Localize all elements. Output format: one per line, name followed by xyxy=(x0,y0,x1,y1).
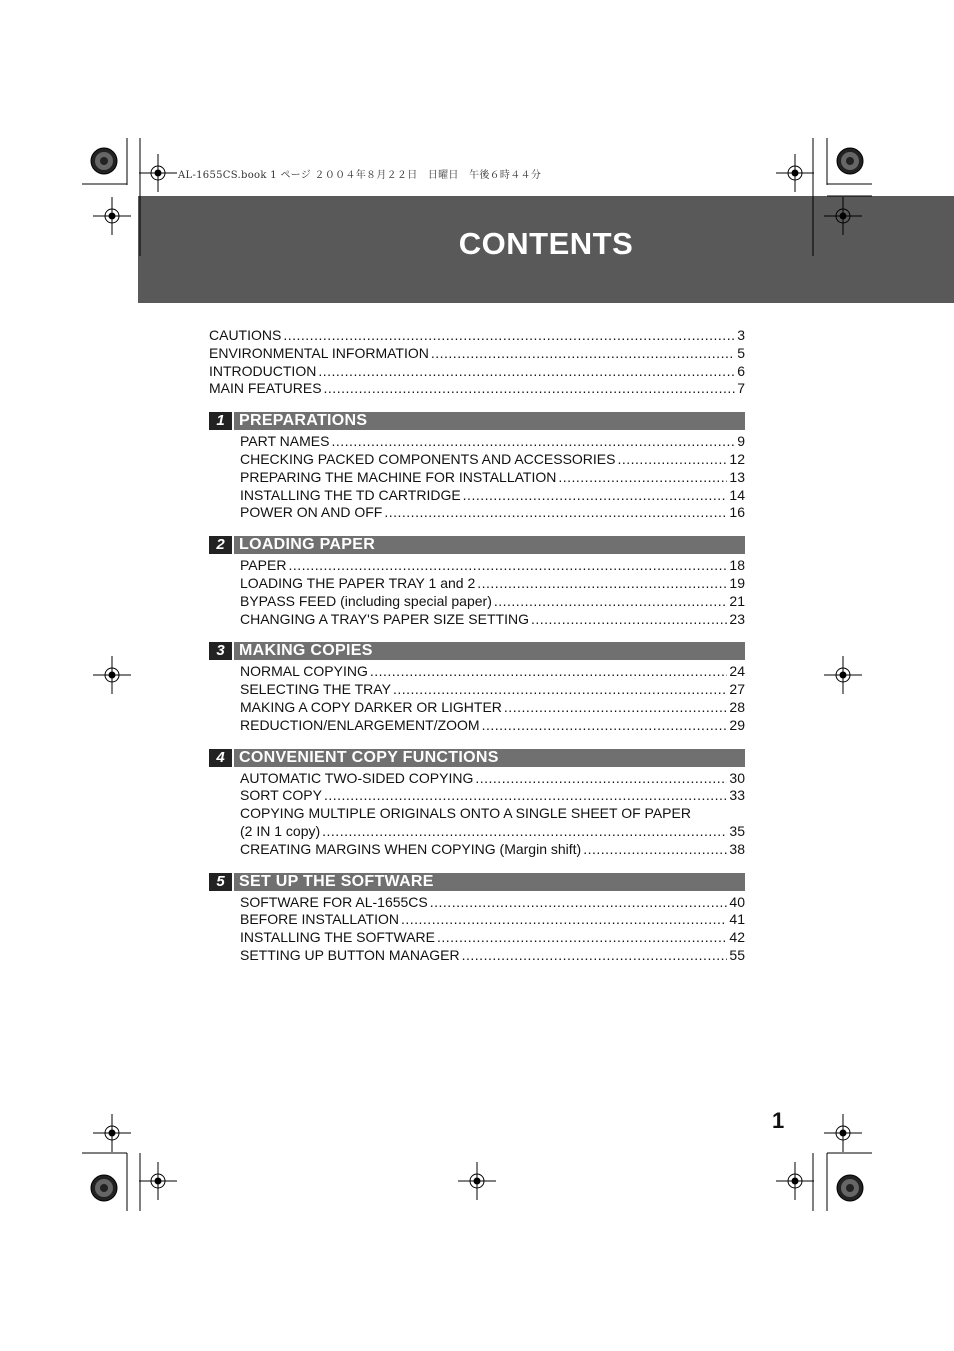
color-target-icon xyxy=(91,1175,117,1201)
toc-entry[interactable]: REDUCTION/ENLARGEMENT/ZOOM ..... 29 xyxy=(240,717,745,735)
registration-mark-icon xyxy=(824,197,862,235)
registration-mark-icon xyxy=(776,1162,814,1200)
toc-entry[interactable]: SORT COPY ..... 33 xyxy=(240,787,745,805)
toc-entry[interactable]: SETTING UP BUTTON MANAGER ..... 55 xyxy=(240,947,745,965)
page-number: 1 xyxy=(772,1108,785,1133)
color-target-icon xyxy=(837,148,863,174)
registration-mark-icon xyxy=(824,1114,862,1152)
page-title: CONTENTS xyxy=(458,226,634,261)
toc-entry[interactable]: INSTALLING THE SOFTWARE ..... 42 xyxy=(240,929,745,947)
toc-entry-continuation[interactable]: (2 IN 1 copy) ..... 35 xyxy=(240,823,745,841)
toc-entry[interactable]: INSTALLING THE TD CARTRIDGE ..... 14 xyxy=(240,487,745,505)
toc-entry-first-line[interactable]: COPYING MULTIPLE ORIGINALS ONTO A SINGLE SHEET OF PAPER xyxy=(240,805,691,822)
toc-entry[interactable]: MAIN FEATURES ..... 7 xyxy=(209,380,745,398)
print-header: AL-1655CS.book 1 ページ ２００４年８月２２日 日曜日 午後６時４４分 xyxy=(178,170,542,181)
toc-entry[interactable]: CHECKING PACKED COMPONENTS AND ACCESSORIES ..... 12 xyxy=(240,451,745,469)
toc-entry[interactable]: CHANGING A TRAY'S PAPER SIZE SETTING ..... 23 xyxy=(240,611,745,629)
color-target-icon xyxy=(837,1175,863,1201)
toc-entry[interactable]: AUTOMATIC TWO-SIDED COPYING ..... 30 xyxy=(240,770,745,788)
registration-mark-icon xyxy=(93,1114,131,1152)
chapter-title: MAKING COPIES xyxy=(234,642,745,660)
toc-entry[interactable]: POWER ON AND OFF ..... 16 xyxy=(240,504,745,522)
toc-entry[interactable]: BEFORE INSTALLATION ..... 41 xyxy=(240,911,745,929)
toc-entry[interactable]: MAKING A COPY DARKER OR LIGHTER ..... 28 xyxy=(240,699,745,717)
chapter-title: PREPARATIONS xyxy=(234,412,745,430)
chapter-number: 5 xyxy=(209,873,232,891)
toc-entry[interactable]: CAUTIONS ..... 3 xyxy=(209,327,745,345)
toc-entry[interactable]: CREATING MARGINS WHEN COPYING (Margin shift) ..... 38 xyxy=(240,841,745,859)
toc-entry[interactable]: PREPARING THE MACHINE FOR INSTALLATION ..... 13 xyxy=(240,469,745,487)
toc-entry[interactable]: SELECTING THE TRAY ..... 27 xyxy=(240,681,745,699)
chapter-title: SET UP THE SOFTWARE xyxy=(234,873,745,891)
toc-entry[interactable]: NORMAL COPYING ..... 24 xyxy=(240,663,745,681)
toc-entry[interactable]: SOFTWARE FOR AL-1655CS ..... 40 xyxy=(240,894,745,912)
toc-entry[interactable]: ENVIRONMENTAL INFORMATION ..... 5 xyxy=(209,345,745,363)
registration-mark-icon xyxy=(93,197,131,235)
toc-entry[interactable]: INTRODUCTION ..... 6 xyxy=(209,363,745,381)
chapter-number: 1 xyxy=(209,412,232,430)
registration-mark-icon xyxy=(139,1162,177,1200)
registration-mark-icon xyxy=(824,656,862,694)
toc-entry[interactable]: BYPASS FEED (including special paper) ..... 21 xyxy=(240,593,745,611)
chapter-title: CONVENIENT COPY FUNCTIONS xyxy=(234,749,745,767)
registration-mark-icon xyxy=(139,154,177,192)
chapter-number: 4 xyxy=(209,749,232,767)
toc-entry[interactable]: PAPER ..... 18 xyxy=(240,557,745,575)
toc-entry[interactable]: PART NAMES ..... 9 xyxy=(240,433,745,451)
color-target-icon xyxy=(91,148,117,174)
registration-mark-icon xyxy=(776,154,814,192)
registration-mark-icon xyxy=(458,1162,496,1200)
toc-entry[interactable]: LOADING THE PAPER TRAY 1 and 2 ..... 19 xyxy=(240,575,745,593)
chapter-number: 2 xyxy=(209,536,232,554)
chapter-title: LOADING PAPER xyxy=(234,536,745,554)
registration-mark-icon xyxy=(93,656,131,694)
chapter-number: 3 xyxy=(209,642,232,660)
